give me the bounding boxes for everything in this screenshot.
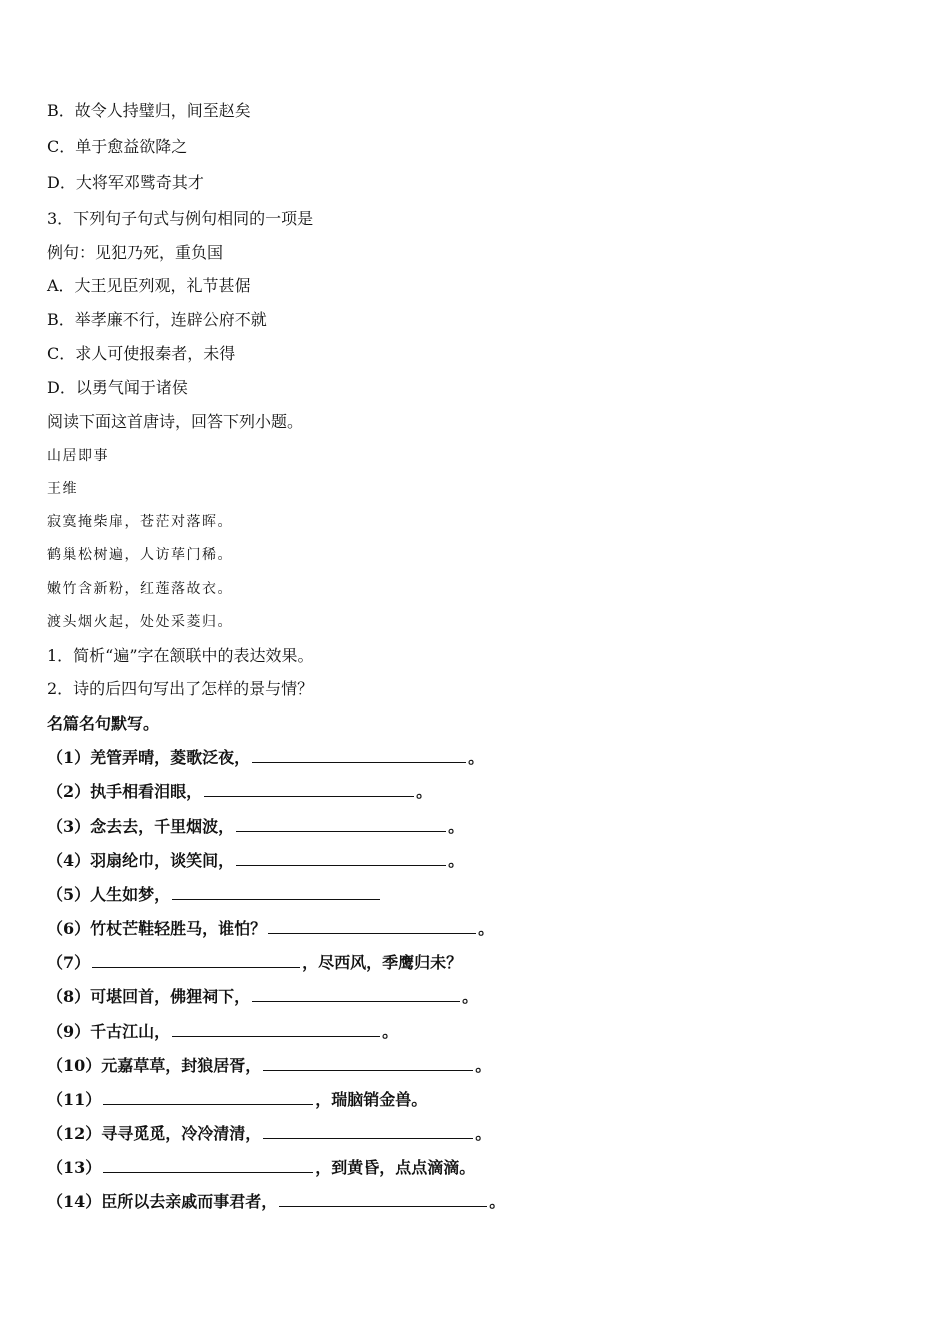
q3-option-c: C．求人可使报秦者，未得 bbox=[47, 344, 236, 363]
dictation-item bbox=[47, 747, 484, 768]
dictation-suffix: ，尽西风，季鹰归未？ bbox=[302, 953, 463, 972]
dictation-suffix: 。 bbox=[416, 782, 433, 801]
dictation-item bbox=[47, 816, 464, 837]
dictation-item bbox=[47, 952, 462, 973]
answer-blank[interactable] bbox=[92, 952, 300, 968]
dictation-item bbox=[47, 1021, 398, 1042]
answer-blank[interactable] bbox=[252, 986, 460, 1002]
dictation-suffix: 。 bbox=[475, 1056, 492, 1075]
q3-example: 例句：见犯乃死，重负国 bbox=[47, 243, 224, 262]
dictation-suffix: 。 bbox=[475, 1124, 492, 1143]
answer-blank[interactable] bbox=[204, 781, 414, 797]
dictation-prompt: （1）羌管弄晴，菱歌泛夜， bbox=[47, 748, 251, 767]
dictation-item bbox=[47, 986, 478, 1007]
answer-blank[interactable] bbox=[236, 816, 446, 832]
dictation-prompt: （10）元嘉草草，封狼居胥， bbox=[47, 1056, 262, 1075]
dictation-item bbox=[47, 850, 464, 871]
poem-title: 山居即事 bbox=[47, 448, 109, 464]
dictation-item bbox=[47, 884, 382, 905]
dictation-prompt: （12）寻寻觅觅，冷冷清清， bbox=[47, 1124, 262, 1143]
dictation-prompt: （13） bbox=[47, 1158, 102, 1177]
answer-blank[interactable] bbox=[268, 918, 476, 934]
q3-option-b: B．举孝廉不行，连辟公府不就 bbox=[47, 310, 267, 329]
dictation-prompt: （8）可堪回首，佛狸祠下， bbox=[47, 987, 251, 1006]
answer-blank[interactable] bbox=[103, 1089, 313, 1105]
dictation-suffix: ，瑞脑销金兽。 bbox=[315, 1090, 428, 1109]
dictation-prompt: （11） bbox=[47, 1090, 102, 1109]
dictation-item bbox=[47, 1191, 505, 1212]
dictation-item bbox=[47, 1089, 427, 1110]
q3-option-d: D．以勇气闻于诸侯 bbox=[47, 378, 188, 397]
poem-line: 寂寞掩柴扉，苍茫对落晖。 bbox=[47, 514, 233, 530]
dictation-suffix: 。 bbox=[448, 817, 465, 836]
dictation-prompt: （6）竹杖芒鞋轻胜马，谁怕？ bbox=[47, 919, 267, 938]
answer-blank[interactable] bbox=[263, 1123, 473, 1139]
q2-option-c: C．单于愈益欲降之 bbox=[47, 137, 188, 156]
dictation-prompt: （4）羽扇纶巾，谈笑间， bbox=[47, 851, 235, 870]
poem-question-1: 1．简析“遍”字在颔联中的表达效果。 bbox=[47, 646, 314, 665]
dictation-item bbox=[47, 1157, 475, 1178]
dictation-suffix: 。 bbox=[448, 851, 465, 870]
dictation-prompt: （9）千古江山， bbox=[47, 1022, 171, 1041]
poem-line: 鹤巢松树遍，人访荜门稀。 bbox=[47, 547, 233, 563]
q3-stem: 3．下列句子句式与例句相同的一项是 bbox=[47, 209, 314, 228]
dictation-suffix: 。 bbox=[489, 1192, 506, 1211]
dictation-suffix: 。 bbox=[462, 987, 479, 1006]
dictation-prompt: （7） bbox=[47, 953, 91, 972]
answer-blank[interactable] bbox=[252, 747, 466, 763]
answer-blank[interactable] bbox=[279, 1191, 487, 1207]
dictation-suffix: 。 bbox=[468, 748, 485, 767]
poem-intro: 阅读下面这首唐诗，回答下列小题。 bbox=[47, 412, 304, 431]
answer-blank[interactable] bbox=[103, 1157, 313, 1173]
poem-line: 渡头烟火起，处处采菱归。 bbox=[47, 614, 233, 630]
answer-blank[interactable] bbox=[263, 1055, 473, 1071]
poem-question-2: 2．诗的后四句写出了怎样的景与情？ bbox=[47, 679, 314, 698]
dictation-item bbox=[47, 918, 494, 939]
dictation-item bbox=[47, 781, 432, 802]
dictation-suffix: 。 bbox=[478, 919, 495, 938]
poem-author: 王维 bbox=[47, 481, 78, 497]
dictation-item bbox=[47, 1055, 491, 1076]
dictation-prompt: （3）念去去，千里烟波， bbox=[47, 817, 235, 836]
q2-option-d: D．大将军邓骘奇其才 bbox=[47, 173, 204, 192]
dictation-prompt: （2）执手相看泪眼， bbox=[47, 782, 203, 801]
dictation-suffix: 。 bbox=[382, 1022, 399, 1041]
dictation-heading: 名篇名句默写。 bbox=[47, 714, 160, 733]
dictation-suffix: ，到黄昏，点点滴滴。 bbox=[315, 1158, 476, 1177]
q3-option-a: A．大王见臣列观，礼节甚倨 bbox=[47, 276, 251, 295]
q2-option-b: B．故令人持璧归，间至赵矣 bbox=[47, 101, 251, 120]
dictation-prompt: （14）臣所以去亲戚而事君者， bbox=[47, 1192, 278, 1211]
answer-blank[interactable] bbox=[172, 884, 380, 900]
dictation-prompt: （5）人生如梦， bbox=[47, 885, 171, 904]
dictation-item bbox=[47, 1123, 491, 1144]
answer-blank[interactable] bbox=[172, 1021, 380, 1037]
poem-line: 嫩竹含新粉，红莲落故衣。 bbox=[47, 581, 233, 597]
answer-blank[interactable] bbox=[236, 850, 446, 866]
